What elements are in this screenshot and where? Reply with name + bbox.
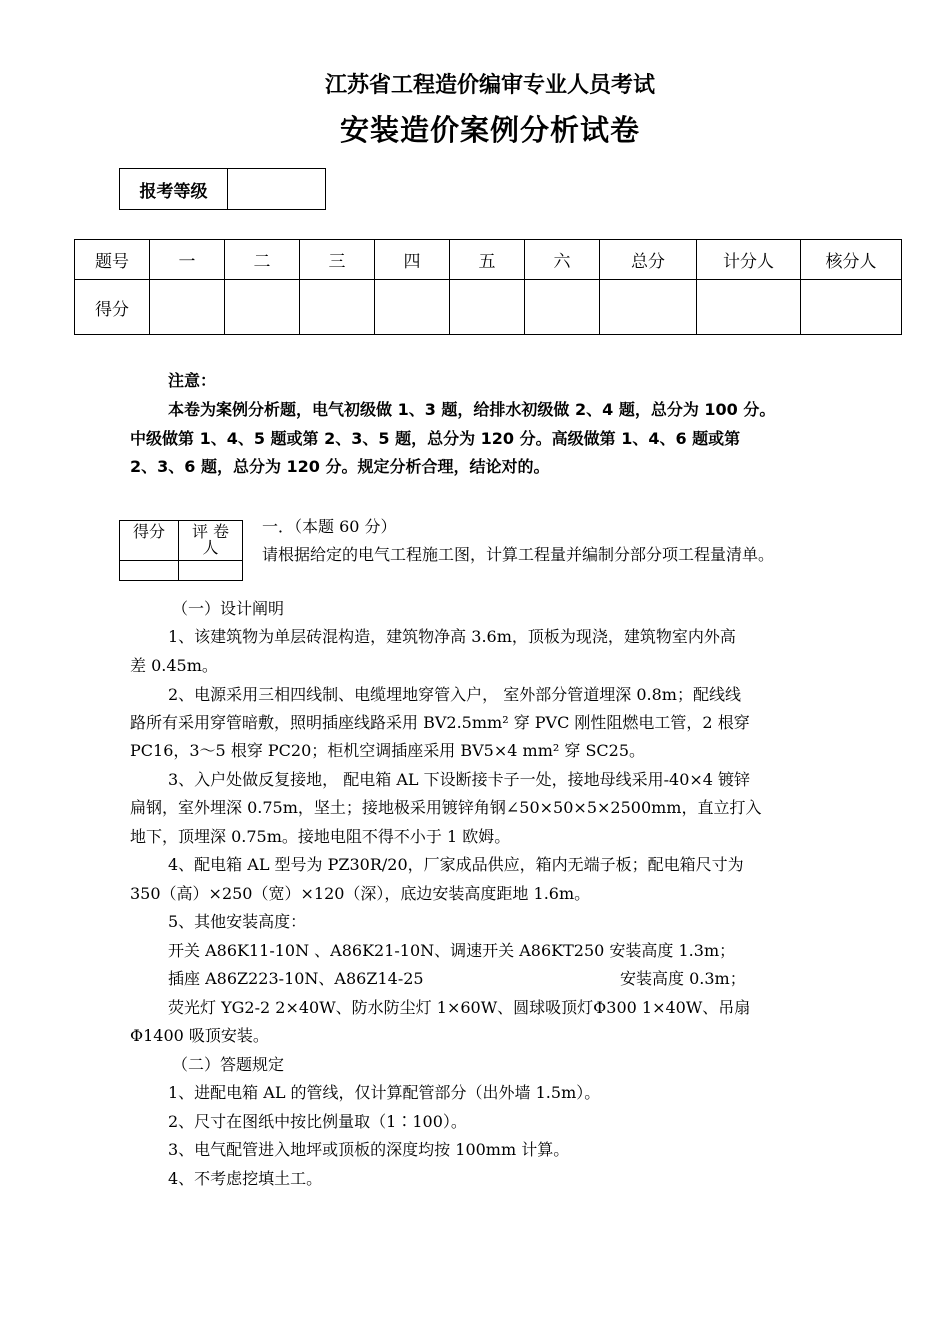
- score-row-label: 得分: [75, 280, 150, 335]
- score-header: 二: [225, 240, 300, 280]
- question-1: [262, 513, 862, 569]
- paper-title: 安装造价案例分析试卷: [339, 113, 640, 147]
- body-line: 路所有采用穿管暗敷，照明插座线路采用 BV2.5mm² 穿 PVC 刚性阻燃电工管，2 根穿: [130, 713, 750, 732]
- score-header: 三: [300, 240, 375, 280]
- notice-title: 注意：: [168, 371, 217, 390]
- grader-reviewer-label: [179, 521, 243, 561]
- body-line: 扁钢，室外埋深 0.75m，坚土；接地极采用镀锌角钢∠50×50×5×2500mm，直立打入: [130, 798, 762, 817]
- score-header: 计分人: [697, 240, 801, 280]
- body-line: 地下，顶埋深 0.75m。接地电阻不得不小于 1 欧姆。: [130, 827, 511, 846]
- body-line: PC16，3～5 根穿 PC20；柜机空调插座采用 BV5×4 mm² 穿 SC25。: [130, 741, 646, 760]
- score-header: 核分人: [801, 240, 902, 280]
- score-cell[interactable]: [525, 280, 600, 335]
- grader-box: [119, 520, 243, 581]
- score-cell[interactable]: [225, 280, 300, 335]
- level-value[interactable]: [228, 169, 326, 210]
- body-line: 5、其他安装高度：: [168, 912, 307, 931]
- question-heading: 一．（本题 60 分）: [262, 517, 397, 536]
- grader-score-cell[interactable]: [120, 561, 179, 581]
- score-header: 总分: [600, 240, 697, 280]
- score-cell[interactable]: [150, 280, 225, 335]
- exam-title: 江苏省工程造价编审专业人员考试: [324, 73, 655, 98]
- body-line: 350（高）×250（宽）×120（深），底边安装高度距地 1.6m。: [130, 884, 591, 903]
- notice-line: 本卷为案例分析题，电气初级做 1、3 题，给排水初级做 2、4 题，总分为 100 分。: [168, 400, 776, 419]
- socket-height: 安装高度 0.3m；: [620, 969, 746, 988]
- body-line: 2、尺寸在图纸中按比例量取（1∶100）。: [168, 1112, 467, 1131]
- score-header: 一: [150, 240, 225, 280]
- body-line: 插座 A86Z223-10N、A86Z14-25: [168, 969, 424, 988]
- body-line: 差 0.45m。: [130, 656, 218, 675]
- body-line: 1、进配电箱 AL 的管线，仅计算配管部分（出外墙 1.5m）。: [168, 1083, 601, 1102]
- body-line: 4、不考虑挖填土工。: [168, 1169, 323, 1188]
- score-cell[interactable]: [375, 280, 450, 335]
- grader-reviewer-label-line1: 评 卷: [191, 522, 230, 541]
- body-line: 3、入户处做反复接地， 配电箱 AL 下设断接卡子一处，接地母线采用-40×4 镀锌: [168, 770, 751, 789]
- body-line: 开关 A86K11-10N 、A86K21-10N、调速开关 A86KT250 安装高度 1.3m；: [168, 941, 736, 960]
- body-line: 3、电气配管进入地坪或顶板的深度均按 100mm 计算。: [168, 1140, 570, 1159]
- score-cell[interactable]: [450, 280, 525, 335]
- score-cell[interactable]: [801, 280, 902, 335]
- grader-score-label: 得分: [120, 521, 179, 561]
- score-header: 题号: [75, 240, 150, 280]
- score-cell[interactable]: [600, 280, 697, 335]
- section-heading: （二）答题规定: [172, 1055, 285, 1074]
- body-line: 2、电源采用三相四线制、电缆埋地穿管入户， 室外部分管道埋深 0.8m；配线线: [168, 685, 741, 704]
- notice-line: 中级做第 1、4、5 题或第 2、3、5 题，总分为 120 分。高级做第 1、4、6 题或第: [130, 429, 741, 448]
- question-intro: 请根据给定的电气工程施工图，计算工程量并编制分部分项工程量清单。: [262, 545, 775, 564]
- level-box: [119, 168, 326, 210]
- score-table: [74, 239, 902, 335]
- score-cell[interactable]: [697, 280, 801, 335]
- body-line: 荧光灯 YG2-2 2×40W、防水防尘灯 1×60W、圆球吸顶灯Φ300 1×40W、吊扇: [168, 998, 751, 1017]
- score-header: 四: [375, 240, 450, 280]
- score-header: 六: [525, 240, 600, 280]
- score-cell[interactable]: [300, 280, 375, 335]
- body-line: 4、配电箱 AL 型号为 PZ30R/20，厂家成品供应，箱内无端子板；配电箱尺寸为: [168, 855, 744, 874]
- section-heading: （一）设计阐明: [172, 599, 285, 618]
- grader-reviewer-label-line2: 人: [202, 538, 219, 557]
- notice-line: 2、3、6 题，总分为 120 分。规定分析合理，结论对的。: [130, 457, 550, 476]
- level-label: 报考等级: [120, 169, 228, 210]
- body-line: 1、该建筑物为单层砖混构造，建筑物净高 3.6m，顶板为现浇，建筑物室内外高: [168, 627, 736, 646]
- score-header: 五: [450, 240, 525, 280]
- grader-reviewer-cell[interactable]: [179, 561, 243, 581]
- body-line: Φ1400 吸顶安装。: [130, 1026, 269, 1045]
